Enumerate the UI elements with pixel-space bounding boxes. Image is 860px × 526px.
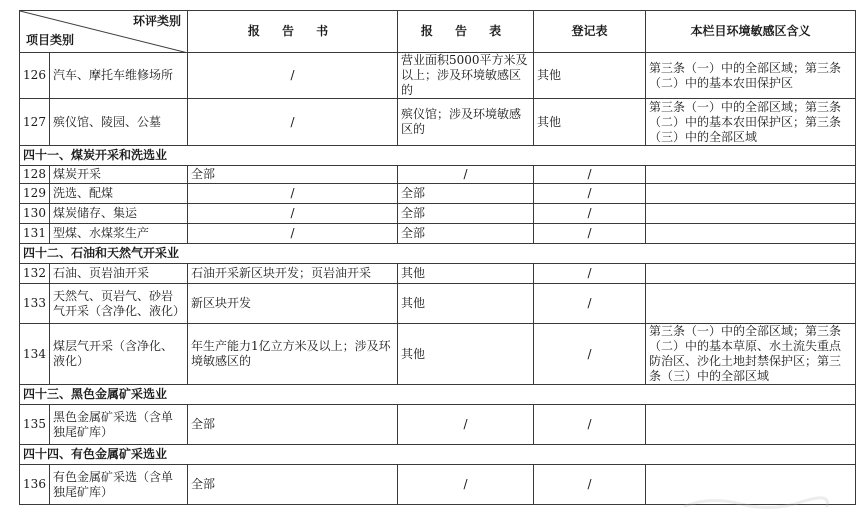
report-book-cell: 全部 xyxy=(188,405,398,445)
registration-cell: / xyxy=(534,284,646,324)
row-number: 126 xyxy=(20,53,50,99)
table-row xyxy=(20,204,856,224)
report-book-cell: 新区块开发 xyxy=(188,284,398,324)
registration-cell: 其他 xyxy=(534,53,646,99)
registration-cell: / xyxy=(534,324,646,385)
table-row xyxy=(20,324,856,385)
project-name-cell: 天然气、页岩气、砂岩气开采（含净化、液化） xyxy=(50,284,188,324)
project-name-cell: 煤炭开采 xyxy=(50,166,188,184)
row-number: 128 xyxy=(20,166,50,184)
report-form-cell: 其他 xyxy=(398,324,534,385)
sensitive-area-cell: 第三条（一）中的全部区域；第三条（二）中的基本农田保护区；第三条（三）中的全部区域 xyxy=(646,99,856,146)
row-number: 129 xyxy=(20,184,50,204)
sensitive-area-cell xyxy=(646,184,856,204)
watermark-graphic xyxy=(681,492,831,514)
report-form-cell: 全部 xyxy=(398,224,534,244)
project-name-cell: 煤炭储存、集运 xyxy=(50,204,188,224)
sensitive-area-cell: 第三条（一）中的全部区域；第三条（二）中的基本草原、水土流失重点防治区、沙化土地封禁保护区；第三条（三）中的全部区域 xyxy=(646,324,856,385)
section-heading-row xyxy=(20,445,856,465)
table-row xyxy=(20,224,856,244)
registration-cell: / xyxy=(534,465,646,505)
table-row xyxy=(20,166,856,184)
sensitive-area-cell xyxy=(646,166,856,184)
report-book-cell: / xyxy=(188,204,398,224)
registration-cell: / xyxy=(534,166,646,184)
report-book-cell: / xyxy=(188,224,398,244)
row-number: 133 xyxy=(20,284,50,324)
report-form-cell: 殡仪馆；涉及环境敏感区的 xyxy=(398,99,534,146)
report-book-cell: 全部 xyxy=(188,166,398,184)
sensitive-area-cell xyxy=(646,284,856,324)
report-form-cell: 营业面积5000平方米及以上；涉及环境敏感区的 xyxy=(398,53,534,99)
table-row xyxy=(20,264,856,284)
project-name-cell: 煤层气开采（含净化、液化） xyxy=(50,324,188,385)
project-name-cell: 有色金属矿采选（含单独尾矿库） xyxy=(50,465,188,505)
table-row xyxy=(20,284,856,324)
table-row xyxy=(20,53,856,99)
registration-cell: 其他 xyxy=(534,99,646,146)
report-book-cell: 全部 xyxy=(188,465,398,505)
section-title: 四十一、煤炭开采和洗选业 xyxy=(20,146,856,166)
section-title: 四十四、有色金属矿采选业 xyxy=(20,445,856,465)
header-corner-top: 环评类别 xyxy=(132,14,181,28)
report-book-cell: 石油开采新区块开发；页岩油开采 xyxy=(188,264,398,284)
table-row xyxy=(20,405,856,445)
report-form-cell: / xyxy=(398,166,534,184)
table-row xyxy=(20,184,856,204)
project-name-cell: 黑色金属矿采选（含单独尾矿库） xyxy=(50,405,188,445)
header-report-book: 报 告 书 xyxy=(188,11,398,53)
sensitive-area-cell: 第三条（一）中的全部区域；第三条（二）中的基本农田保护区 xyxy=(646,53,856,99)
row-number: 127 xyxy=(20,99,50,146)
header-report-form: 报 告 表 xyxy=(398,11,534,53)
row-number: 131 xyxy=(20,224,50,244)
project-name-cell: 洗选、配煤 xyxy=(50,184,188,204)
row-number: 130 xyxy=(20,204,50,224)
section-heading-row xyxy=(20,244,856,264)
report-form-cell: 其他 xyxy=(398,264,534,284)
header-corner-bottom: 项目类别 xyxy=(26,33,75,47)
report-form-cell: 其他 xyxy=(398,284,534,324)
table-row xyxy=(20,99,856,146)
registration-cell: / xyxy=(534,184,646,204)
report-form-cell: / xyxy=(398,405,534,445)
report-book-cell: 年生产能力1亿立方米及以上；涉及环境敏感区的 xyxy=(188,324,398,385)
report-book-cell: / xyxy=(188,184,398,204)
header-sensitive-area: 本栏目环境敏感区含义 xyxy=(646,11,856,53)
section-title: 四十二、石油和天然气开采业 xyxy=(20,244,856,264)
sensitive-area-cell xyxy=(646,405,856,445)
report-book-cell: / xyxy=(188,99,398,146)
eia-category-table xyxy=(19,10,856,505)
report-form-cell: / xyxy=(398,465,534,505)
project-name-cell: 石油、页岩油开采 xyxy=(50,264,188,284)
project-name-cell: 汽车、摩托车维修场所 xyxy=(50,53,188,99)
project-name-cell: 型煤、水煤浆生产 xyxy=(50,224,188,244)
header-corner-cell xyxy=(20,11,188,53)
report-form-cell: 全部 xyxy=(398,204,534,224)
header-registration: 登记表 xyxy=(534,11,646,53)
report-form-cell: 全部 xyxy=(398,184,534,204)
sensitive-area-cell xyxy=(646,264,856,284)
project-name-cell: 殡仪馆、陵园、公墓 xyxy=(50,99,188,146)
registration-cell: / xyxy=(534,224,646,244)
sensitive-area-cell xyxy=(646,204,856,224)
row-number: 134 xyxy=(20,324,50,385)
sensitive-area-cell xyxy=(646,224,856,244)
section-heading-row xyxy=(20,385,856,405)
row-number: 135 xyxy=(20,405,50,445)
registration-cell: / xyxy=(534,405,646,445)
row-number: 132 xyxy=(20,264,50,284)
registration-cell: / xyxy=(534,204,646,224)
section-heading-row xyxy=(20,146,856,166)
header-row xyxy=(20,11,856,53)
section-title: 四十三、黑色金属矿采选业 xyxy=(20,385,856,405)
registration-cell: / xyxy=(534,264,646,284)
regulation-table-page xyxy=(19,10,855,522)
row-number: 136 xyxy=(20,465,50,505)
report-book-cell: / xyxy=(188,53,398,99)
